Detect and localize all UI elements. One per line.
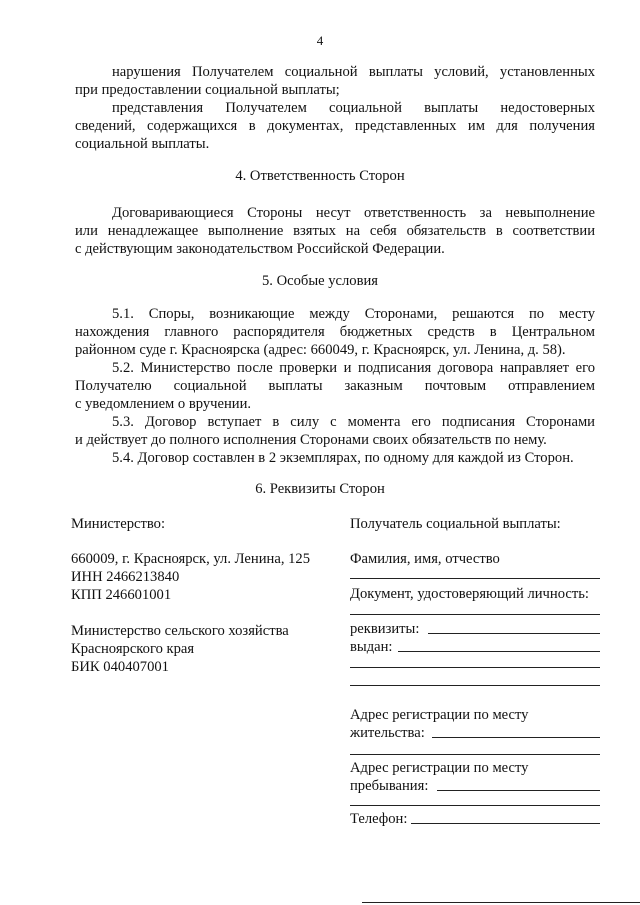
section-5-line-4: 5.2. Министерство после проверки и подписания договора направляет его bbox=[112, 360, 595, 376]
recipient-document-line bbox=[350, 614, 600, 615]
intro-line-5: социальной выплаты. bbox=[75, 136, 210, 152]
page-number: 4 bbox=[316, 33, 324, 48]
section-5-line-2: нахождения главного распорядителя бюджетных средств в Центральном bbox=[75, 324, 595, 340]
recipient-fio-label: Фамилия, имя, отчество bbox=[350, 551, 500, 567]
recipient-phone-label: Телефон: bbox=[350, 811, 408, 827]
recipient-extra-line-2 bbox=[350, 685, 600, 686]
section-5-line-8: и действует до полного исполнения Сторонами своих обязательств по нему. bbox=[75, 432, 547, 448]
recipient-stay-address-line bbox=[437, 790, 600, 791]
ministry-bik: БИК 040407001 bbox=[71, 659, 169, 675]
recipient-reg-address-line-2 bbox=[350, 754, 600, 755]
recipient-issued-line bbox=[398, 651, 600, 652]
ministry-header: Министерство: bbox=[71, 516, 166, 532]
intro-line-4: сведений, содержащихся в документах, представленных им для получения bbox=[75, 118, 595, 134]
section-6-title: 6. Реквизиты Сторон bbox=[255, 481, 385, 497]
recipient-requisites-line bbox=[428, 633, 600, 634]
section-4-line-1: Договаривающиеся Стороны несут ответственность за невыполнение bbox=[112, 205, 595, 221]
intro-line-3: представления Получателем социальной выплаты недостоверных bbox=[112, 100, 595, 116]
ministry-bank-line-1: Министерство сельского хозяйства bbox=[71, 623, 289, 639]
recipient-extra-line-1 bbox=[350, 667, 600, 668]
recipient-stay-address-label-2: пребывания: bbox=[350, 778, 429, 794]
recipient-phone-line bbox=[411, 823, 600, 824]
section-5-title: 5. Особые условия bbox=[261, 273, 379, 289]
section-5-line-5: Получателю социальной выплаты заказным почтовым отправлением bbox=[75, 378, 595, 394]
ministry-bank-line-2: Красноярского края bbox=[71, 641, 195, 657]
ministry-kpp: КПП 246601001 bbox=[71, 587, 172, 603]
recipient-fio-line bbox=[350, 578, 600, 579]
recipient-stay-address-label-1: Адрес регистрации по месту bbox=[350, 760, 529, 776]
intro-line-2: при предоставлении социальной выплаты; bbox=[75, 82, 340, 98]
section-5-line-9: 5.4. Договор составлен в 2 экземплярах, по одному для каждой из Сторон. bbox=[112, 450, 574, 466]
recipient-document-label: Документ, удостоверяющий личность: bbox=[350, 586, 589, 602]
intro-line-1: нарушения Получателем социальной выплаты условий, установленных bbox=[112, 64, 595, 80]
section-4-title: 4. Ответственность Сторон bbox=[235, 168, 405, 184]
ministry-address: 660009, г. Красноярск, ул. Ленина, 125 bbox=[71, 551, 311, 567]
recipient-header: Получатель социальной выплаты: bbox=[350, 516, 561, 532]
page-bottom-rule bbox=[362, 902, 640, 903]
recipient-reg-address-label-2: жительства: bbox=[350, 725, 425, 741]
section-5-line-6: с уведомлением о вручении. bbox=[75, 396, 252, 412]
ministry-inn: ИНН 2466213840 bbox=[71, 569, 180, 585]
section-4-line-2: или ненадлежащее выполнение взятых на себя обязательств в соответствии bbox=[75, 223, 595, 239]
recipient-issued-label: выдан: bbox=[350, 639, 393, 655]
recipient-reg-address-label-1: Адрес регистрации по месту bbox=[350, 707, 529, 723]
section-4-line-3: с действующим законодательством Российской Федерации. bbox=[75, 241, 445, 257]
section-5-line-1: 5.1. Споры, возникающие между Сторонами, решаются по месту bbox=[112, 306, 595, 322]
section-5-line-7: 5.3. Договор вступает в силу с момента его подписания Сторонами bbox=[112, 414, 595, 430]
recipient-requisites-label: реквизиты: bbox=[350, 621, 420, 637]
recipient-reg-address-line bbox=[432, 737, 600, 738]
recipient-stay-address-line-2 bbox=[350, 805, 600, 806]
section-5-line-3: районном суде г. Красноярска (адрес: 660049, г. Красноярск, ул. Ленина, д. 58). bbox=[75, 342, 566, 358]
